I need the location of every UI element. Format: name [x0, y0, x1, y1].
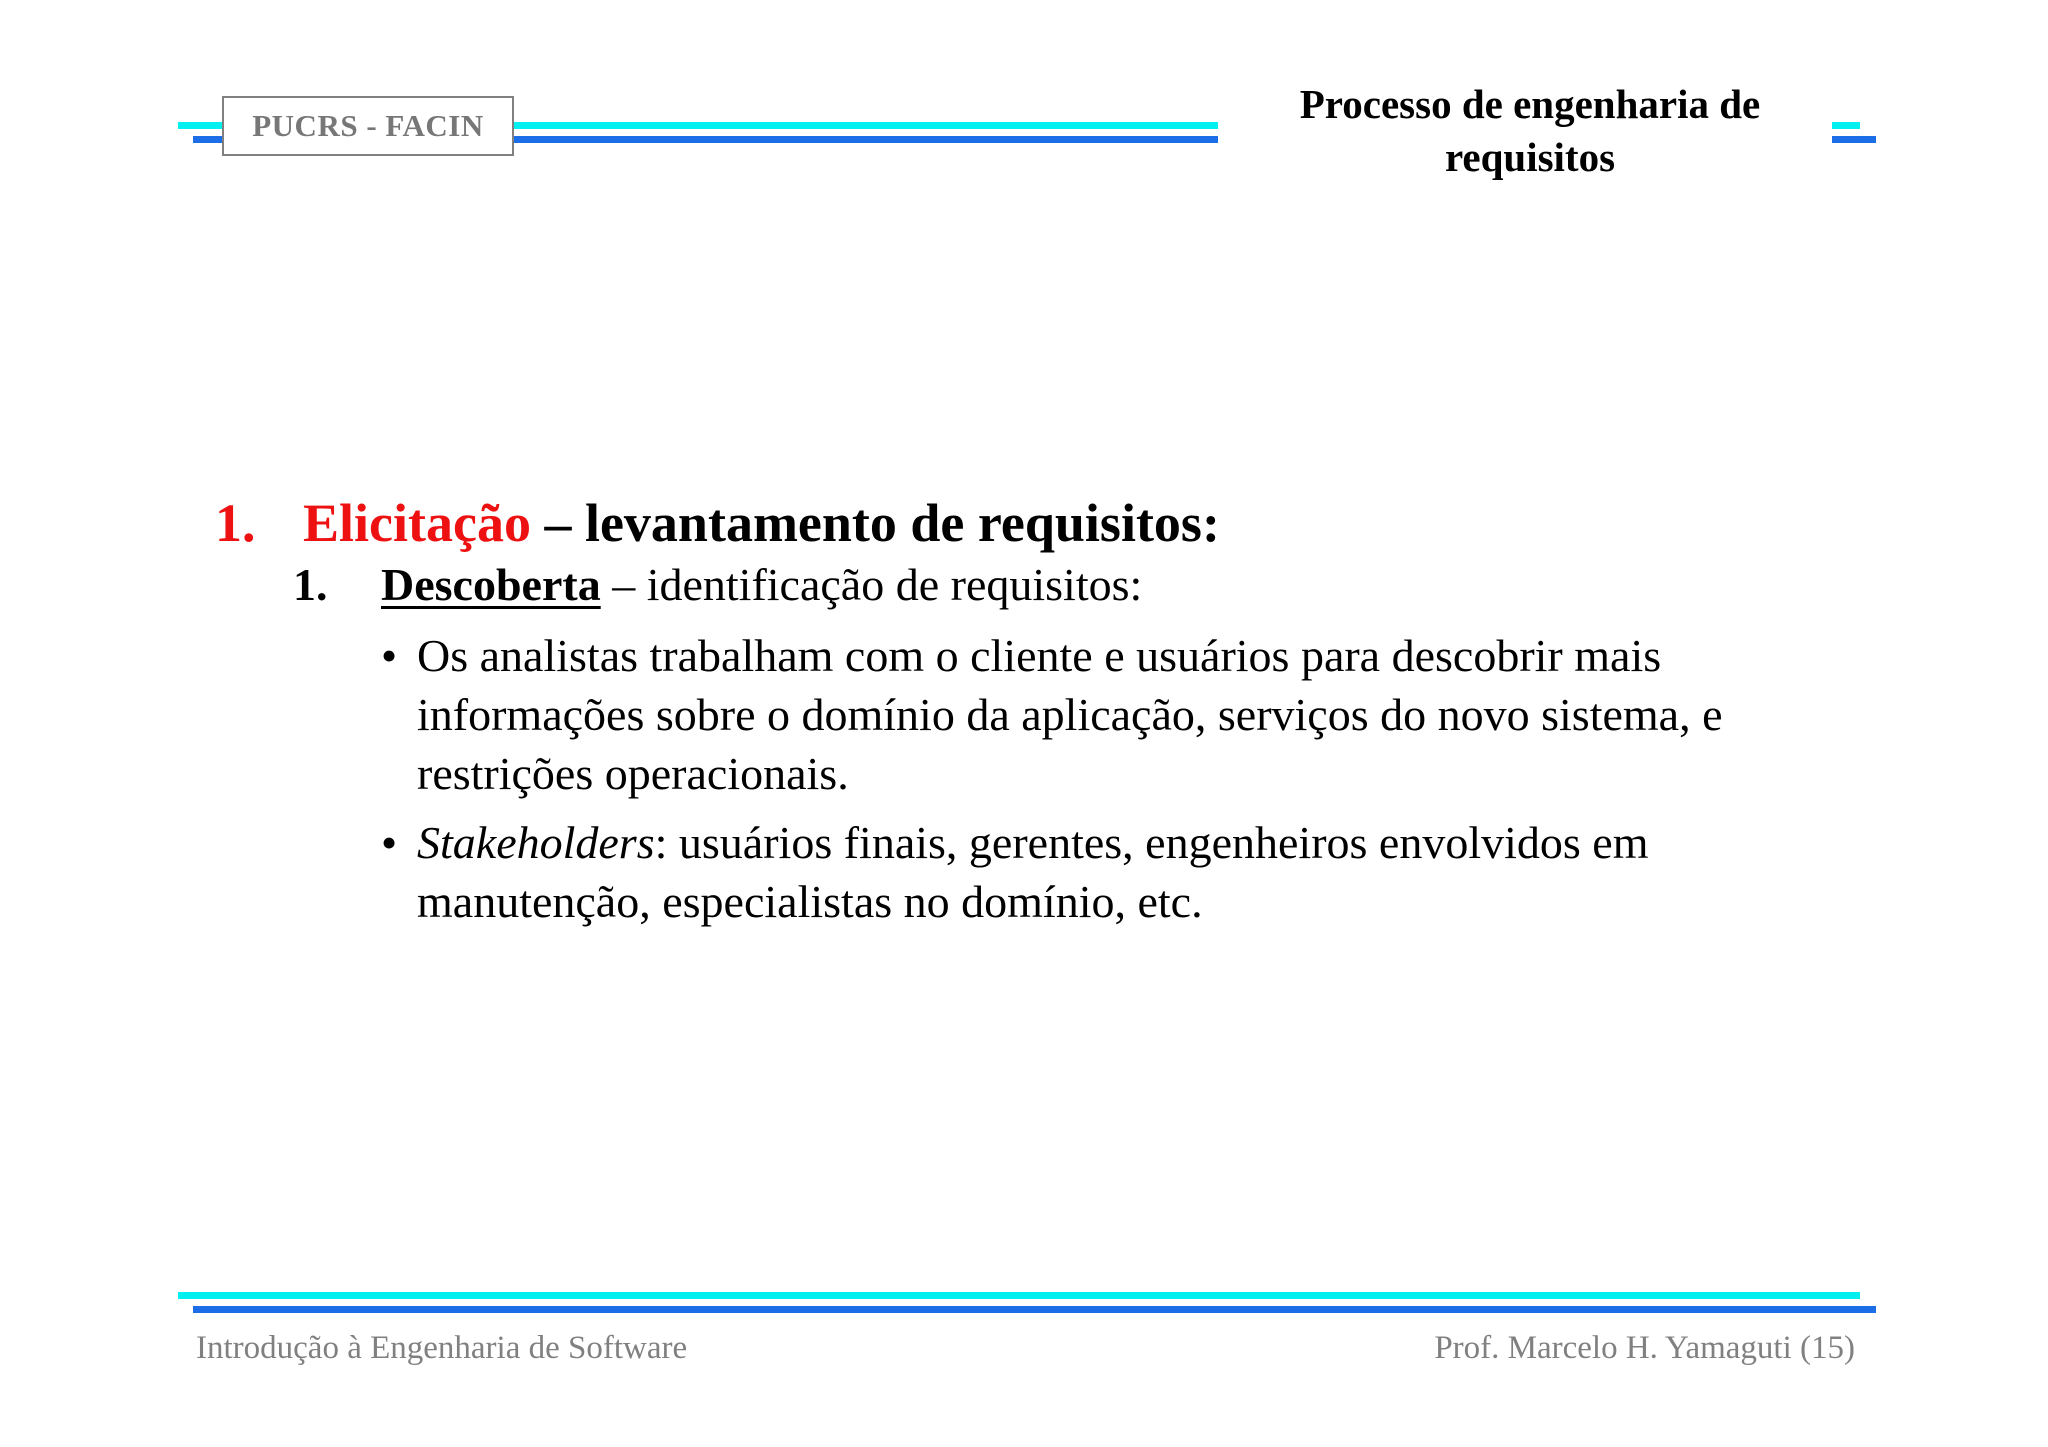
bullet-item — [215, 813, 1855, 931]
header-line-blue-right — [1832, 136, 1876, 143]
list-item-elicitacao — [215, 490, 1855, 556]
subitem-term: Descoberta — [381, 559, 601, 610]
footer-course: Introdução à Engenharia de Software — [196, 1330, 688, 1366]
item-heading — [303, 490, 1220, 556]
item-number: 1. — [215, 493, 256, 553]
bullet-item — [215, 626, 1855, 803]
subitem-heading — [381, 556, 1142, 614]
footer-author-page: Prof. Marcelo H. Yamaguti (15) — [1434, 1330, 1855, 1366]
slide-content — [215, 490, 1855, 941]
item-term: Elicitação — [303, 493, 531, 553]
header-line-cyan-right — [1832, 122, 1860, 129]
bullet-text: Os analistas trabalham com o cliente e usuários para descobrir mais informações sobre o domínio da aplicação, serviços do novo sistema, e restrições operacionais. — [417, 630, 1723, 799]
sublist-item-descoberta — [215, 556, 1855, 614]
institution-label: PUCRS - FACIN — [252, 108, 484, 143]
institution-logo-box — [222, 96, 514, 156]
footer-line-cyan — [178, 1292, 1860, 1299]
bullet-list — [215, 626, 1855, 931]
slide-title-line1: Processo de engenharia de — [1299, 81, 1761, 127]
item-description: – levantamento de requisitos: — [530, 493, 1220, 553]
footer-line-blue — [193, 1306, 1876, 1313]
subitem-number: 1. — [293, 559, 328, 610]
slide-title-line2: requisitos — [1444, 134, 1616, 180]
subitem-description: – identificação de requisitos: — [600, 559, 1143, 610]
bullet-term: Stakeholders — [417, 817, 655, 868]
bullet-symbol: • — [381, 817, 398, 868]
bullet-symbol: • — [381, 630, 398, 681]
bullet-text: : usuários finais, gerentes, engenheiros envolvidos em manutenção, especialistas no domínio, etc. — [417, 817, 1649, 927]
slide-title — [1230, 78, 1830, 184]
